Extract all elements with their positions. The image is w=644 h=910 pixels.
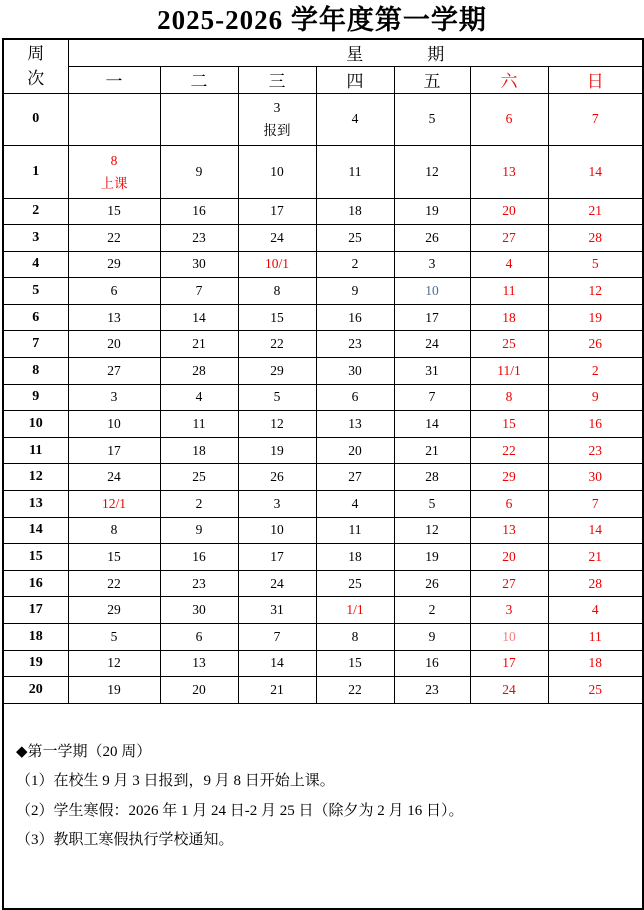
date-cell: 23 (316, 331, 394, 358)
date-cell: 21 (548, 544, 643, 571)
date-cell: 25 (316, 570, 394, 597)
date-cell: 19 (394, 198, 470, 225)
date-cell: 20 (470, 544, 548, 571)
date-cell: 18 (316, 198, 394, 225)
date-cell: 16 (160, 544, 238, 571)
table-row (3, 278, 643, 305)
date-cell: 6 (68, 278, 160, 305)
date-cell: 3 (394, 251, 470, 278)
date-cell: 8 (316, 624, 394, 651)
date-cell: 16 (316, 304, 394, 331)
date-cell: 3 (470, 597, 548, 624)
date-cell: 5 (394, 93, 470, 146)
week-number-cell: 9 (3, 384, 68, 411)
date-cell: 22 (470, 437, 548, 464)
date-cell: 9 (160, 146, 238, 199)
date-cell: 21 (160, 331, 238, 358)
week-number-cell: 20 (3, 677, 68, 704)
date-cell: 26 (548, 331, 643, 358)
date-cell: 9 (316, 278, 394, 305)
date-cell: 30 (316, 358, 394, 385)
date-cell (68, 93, 160, 146)
weekday-group-char-2: 期 (427, 45, 445, 65)
date-cell: 17 (470, 650, 548, 677)
date-cell: 21 (548, 198, 643, 225)
date-cell: 27 (470, 570, 548, 597)
date-cell: 28 (394, 464, 470, 491)
table-row (3, 358, 643, 385)
week-number-cell: 10 (3, 411, 68, 438)
date-cell: 7 (548, 491, 643, 518)
date-cell: 13 (316, 411, 394, 438)
date-cell: 18 (316, 544, 394, 571)
date-cell: 27 (316, 464, 394, 491)
date-cell: 20 (470, 198, 548, 225)
table-row (3, 93, 643, 146)
date-cell: 3 (238, 491, 316, 518)
date-cell: 20 (68, 331, 160, 358)
date-cell: 16 (160, 198, 238, 225)
date-cell: 11/1 (470, 358, 548, 385)
week-number-cell: 13 (3, 491, 68, 518)
date-cell: 14 (548, 517, 643, 544)
date-cell: 3 (68, 384, 160, 411)
week-number-cell: 11 (3, 437, 68, 464)
date-cell: 6 (470, 491, 548, 518)
date-cell: 21 (238, 677, 316, 704)
date-cell: 31 (238, 597, 316, 624)
week-number-cell: 8 (3, 358, 68, 385)
date-cell: 7 (160, 278, 238, 305)
date-cell: 20 (316, 437, 394, 464)
table-row (3, 650, 643, 677)
date-cell: 12 (394, 146, 470, 199)
date-cell: 28 (548, 570, 643, 597)
date-cell: 17 (238, 544, 316, 571)
header-row-days (3, 66, 643, 93)
date-cell: 23 (548, 437, 643, 464)
date-cell: 14 (394, 411, 470, 438)
table-row (3, 544, 643, 571)
date-cell: 30 (160, 251, 238, 278)
page-title: 2025-2026 学年度第一学期 (157, 5, 487, 35)
date-cell: 4 (160, 384, 238, 411)
date-cell: 22 (316, 677, 394, 704)
date-cell: 11 (160, 411, 238, 438)
date-cell: 10/1 (238, 251, 316, 278)
date-cell: 29 (470, 464, 548, 491)
week-number-cell: 2 (3, 198, 68, 225)
date-cell: 8 (238, 278, 316, 305)
date-cell: 8 (470, 384, 548, 411)
notes-cell (3, 703, 643, 909)
date-cell: 11 (316, 517, 394, 544)
table-row (3, 464, 643, 491)
date-cell: 9 (548, 384, 643, 411)
date-cell: 19 (68, 677, 160, 704)
table-row (3, 517, 643, 544)
date-cell: 4 (548, 597, 643, 624)
table-row (3, 225, 643, 252)
date-cell: 7 (238, 624, 316, 651)
date-cell: 7 (394, 384, 470, 411)
date-cell: 13 (160, 650, 238, 677)
date-cell: 28 (548, 225, 643, 252)
date-cell: 10 (68, 411, 160, 438)
date-cell: 8 上课 (68, 146, 160, 199)
date-cell: 23 (394, 677, 470, 704)
date-cell: 6 (160, 624, 238, 651)
week-number-cell: 16 (3, 570, 68, 597)
date-cell: 23 (160, 225, 238, 252)
date-cell: 9 (160, 517, 238, 544)
notes-line: （2）学生寒假：2026 年 1 月 24 日-2 月 25 日（除夕为 2 月 16 日）。 (16, 802, 464, 819)
date-cell: 18 (470, 304, 548, 331)
week-col-header-line2: 次 (27, 69, 45, 89)
table-row (3, 251, 643, 278)
date-cell: 17 (68, 437, 160, 464)
date-cell: 5 (548, 251, 643, 278)
table-row (3, 146, 643, 199)
date-cell: 10 (394, 278, 470, 305)
date-cell: 12 (394, 517, 470, 544)
date-cell: 21 (394, 437, 470, 464)
weekday-header-cell: 三 (238, 66, 316, 93)
date-cell: 4 (470, 251, 548, 278)
date-cell: 10 (238, 517, 316, 544)
date-cell: 4 (316, 491, 394, 518)
date-cell: 24 (394, 331, 470, 358)
date-cell: 20 (160, 677, 238, 704)
semester-calendar-table (2, 38, 644, 910)
date-cell: 6 (316, 384, 394, 411)
date-cell: 5 (68, 624, 160, 651)
week-number-cell: 17 (3, 597, 68, 624)
date-cell: 2 (548, 358, 643, 385)
table-row (3, 570, 643, 597)
table-row (3, 437, 643, 464)
date-cell: 6 (470, 93, 548, 146)
weekday-header-cell: 日 (548, 66, 643, 93)
date-cell: 8 (68, 517, 160, 544)
date-cell: 18 (160, 437, 238, 464)
date-cell: 27 (68, 358, 160, 385)
week-number-cell: 6 (3, 304, 68, 331)
date-cell: 16 (548, 411, 643, 438)
week-number-cell: 3 (3, 225, 68, 252)
date-cell: 2 (316, 251, 394, 278)
week-col-header-line1: 周 (27, 44, 45, 64)
date-cell: 14 (238, 650, 316, 677)
date-cell: 17 (394, 304, 470, 331)
date-cell: 30 (548, 464, 643, 491)
date-cell: 12/1 (68, 491, 160, 518)
date-cell: 15 (316, 650, 394, 677)
date-cell: 2 (160, 491, 238, 518)
week-number-cell: 18 (3, 624, 68, 651)
date-cell: 26 (238, 464, 316, 491)
date-cell: 15 (68, 544, 160, 571)
week-number-cell: 15 (3, 544, 68, 571)
notes-line: （3）教职工寒假执行学校通知。 (16, 832, 234, 849)
table-row (3, 198, 643, 225)
weekday-header-cell: 四 (316, 66, 394, 93)
date-cell: 11 (316, 146, 394, 199)
date-cell: 13 (68, 304, 160, 331)
date-cell: 24 (238, 570, 316, 597)
date-cell: 30 (160, 597, 238, 624)
date-cell: 13 (470, 146, 548, 199)
date-cell: 10 (238, 146, 316, 199)
table-row (3, 624, 643, 651)
table-row (3, 384, 643, 411)
notes-line: ◆第一学期（20 周） (16, 743, 152, 760)
date-cell: 15 (238, 304, 316, 331)
date-cell: 31 (394, 358, 470, 385)
date-cell: 25 (548, 677, 643, 704)
date-cell: 25 (160, 464, 238, 491)
date-cell: 28 (160, 358, 238, 385)
date-cell: 16 (394, 650, 470, 677)
date-cell: 13 (470, 517, 548, 544)
table-row (3, 331, 643, 358)
date-cell: 29 (68, 597, 160, 624)
date-cell: 2 (394, 597, 470, 624)
table-row (3, 597, 643, 624)
date-cell: 29 (68, 251, 160, 278)
table-row (3, 491, 643, 518)
date-cell: 10 (470, 624, 548, 651)
date-cell: 3 报到 (238, 93, 316, 146)
date-cell: 12 (548, 278, 643, 305)
date-cell: 15 (68, 198, 160, 225)
week-number-cell: 7 (3, 331, 68, 358)
date-cell: 11 (548, 624, 643, 651)
notes-line: （1）在校生 9 月 3 日报到，9 月 8 日开始上课。 (16, 773, 335, 790)
date-cell: 12 (68, 650, 160, 677)
date-cell: 29 (238, 358, 316, 385)
weekday-group-header (68, 39, 643, 66)
week-number-cell: 1 (3, 146, 68, 199)
date-cell: 24 (238, 225, 316, 252)
weekday-header-cell: 二 (160, 66, 238, 93)
date-cell: 15 (470, 411, 548, 438)
week-number-cell: 5 (3, 278, 68, 305)
date-cell: 14 (548, 146, 643, 199)
week-number-cell: 14 (3, 517, 68, 544)
date-cell: 22 (238, 331, 316, 358)
date-cell: 19 (394, 544, 470, 571)
date-cell: 14 (160, 304, 238, 331)
header-row-top (3, 39, 643, 66)
date-cell: 1/1 (316, 597, 394, 624)
week-number-cell: 12 (3, 464, 68, 491)
date-cell: 5 (394, 491, 470, 518)
weekday-header-cell: 五 (394, 66, 470, 93)
date-cell (160, 93, 238, 146)
date-cell: 17 (238, 198, 316, 225)
date-cell: 18 (548, 650, 643, 677)
date-cell: 25 (316, 225, 394, 252)
weekday-header-cell: 一 (68, 66, 160, 93)
date-cell: 22 (68, 570, 160, 597)
weekday-group-char-1: 星 (346, 45, 364, 65)
date-cell: 9 (394, 624, 470, 651)
date-cell: 5 (238, 384, 316, 411)
date-cell: 24 (68, 464, 160, 491)
notes-row (3, 703, 643, 909)
week-col-header (3, 39, 68, 93)
week-number-cell: 19 (3, 650, 68, 677)
date-cell: 7 (548, 93, 643, 146)
date-cell: 11 (470, 278, 548, 305)
week-number-cell: 4 (3, 251, 68, 278)
week-number-cell: 0 (3, 93, 68, 146)
date-cell: 12 (238, 411, 316, 438)
date-cell: 4 (316, 93, 394, 146)
date-cell: 23 (160, 570, 238, 597)
table-row (3, 304, 643, 331)
weekday-header-cell: 六 (470, 66, 548, 93)
date-cell: 27 (470, 225, 548, 252)
date-cell: 19 (548, 304, 643, 331)
date-cell: 19 (238, 437, 316, 464)
table-row (3, 411, 643, 438)
date-cell: 24 (470, 677, 548, 704)
table-row (3, 677, 643, 704)
date-cell: 25 (470, 331, 548, 358)
date-cell: 26 (394, 570, 470, 597)
date-cell: 26 (394, 225, 470, 252)
date-cell: 22 (68, 225, 160, 252)
